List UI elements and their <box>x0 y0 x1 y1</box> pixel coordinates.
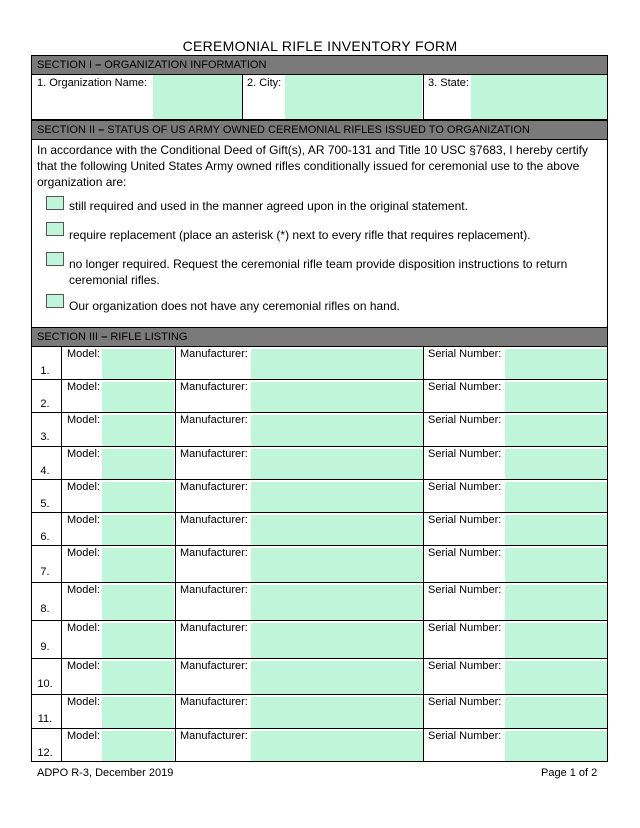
state-label: 3. State: <box>428 77 469 89</box>
manufacturer-label: Manufacturer: <box>180 481 248 493</box>
serial-number-label: Serial Number: <box>428 622 502 634</box>
manufacturer-field[interactable] <box>251 585 423 620</box>
section-3-prefix: SECTION III <box>37 331 99 343</box>
serial-number-field[interactable] <box>505 585 607 620</box>
serial-number-field[interactable] <box>505 382 607 412</box>
manufacturer-label: Manufacturer: <box>180 730 248 742</box>
model-label: Model: <box>67 547 101 559</box>
serial-number-label: Serial Number: <box>428 514 502 526</box>
model-field[interactable] <box>102 548 174 582</box>
row-divider <box>31 379 608 380</box>
manufacturer-label: Manufacturer: <box>180 696 248 708</box>
section-2-header <box>31 120 608 140</box>
row-divider <box>31 694 608 695</box>
section-3-dash: – <box>98 331 111 343</box>
row-divider <box>31 346 608 347</box>
manufacturer-field[interactable] <box>251 382 423 412</box>
manufacturer-field[interactable] <box>251 548 423 582</box>
serial-number-field[interactable] <box>505 349 607 379</box>
serial-number-label: Serial Number: <box>428 660 502 672</box>
model-field[interactable] <box>102 382 174 412</box>
section-2-border-left <box>31 139 32 327</box>
section-3-header <box>31 327 608 347</box>
model-label: Model: <box>67 584 101 596</box>
row-number: 5. <box>40 497 50 510</box>
table-border-right <box>607 327 608 761</box>
manufacturer-label: Manufacturer: <box>180 348 248 360</box>
manufacturer-label: Manufacturer: <box>180 514 248 526</box>
model-field[interactable] <box>102 415 174 446</box>
manufacturer-field[interactable] <box>251 515 423 545</box>
org-name-label: 1. Organization Name: <box>37 77 148 89</box>
row-divider <box>31 582 608 583</box>
row-divider <box>31 512 608 513</box>
model-label: Model: <box>67 448 101 460</box>
serial-number-label: Serial Number: <box>428 381 502 393</box>
divider <box>242 74 243 120</box>
row-divider <box>31 479 608 480</box>
serial-number-field[interactable] <box>505 623 607 658</box>
city-label: 2. City: <box>247 77 282 89</box>
section-2-border-right <box>607 139 608 327</box>
model-label: Model: <box>67 381 101 393</box>
form-title: CEREMONIAL RIFLE INVENTORY FORM <box>182 38 458 54</box>
model-label: Model: <box>67 696 101 708</box>
status-checkbox-not-required[interactable] <box>46 252 64 266</box>
manufacturer-field[interactable] <box>251 697 423 728</box>
manufacturer-label: Manufacturer: <box>180 622 248 634</box>
manufacturer-field[interactable] <box>251 449 423 479</box>
serial-number-label: Serial Number: <box>428 414 502 426</box>
section-2-dash: – <box>95 124 108 136</box>
serial-number-label: Serial Number: <box>428 696 502 708</box>
manufacturer-label: Manufacturer: <box>180 660 248 672</box>
manufacturer-label: Manufacturer: <box>180 381 248 393</box>
model-label: Model: <box>67 730 101 742</box>
serial-number-label: Serial Number: <box>428 348 502 360</box>
table-column-line <box>423 346 424 761</box>
section-1-title: ORGANIZATION INFORMATION <box>104 59 267 71</box>
section-2-title: STATUS OF US ARMY OWNED CEREMONIAL RIFLES ISSUED TO ORGANIZATION <box>107 124 530 136</box>
row-divider <box>31 412 608 413</box>
section-3-title: RIFLE LISTING <box>110 331 188 343</box>
model-field[interactable] <box>102 515 174 545</box>
serial-number-field[interactable] <box>505 449 607 479</box>
model-field[interactable] <box>102 449 174 479</box>
status-checkbox-replacement[interactable] <box>46 222 64 236</box>
row-number: 10. <box>37 678 53 690</box>
manufacturer-field[interactable] <box>251 623 423 658</box>
serial-number-field[interactable] <box>505 482 607 512</box>
model-field[interactable] <box>102 623 174 658</box>
model-label: Model: <box>67 348 101 360</box>
manufacturer-field[interactable] <box>251 349 423 379</box>
serial-number-label: Serial Number: <box>428 481 502 493</box>
manufacturer-field[interactable] <box>251 415 423 446</box>
table-border-bottom <box>31 761 608 762</box>
status-option-none-on-hand: Our organization does not have any ceremonial rifles on hand. <box>69 299 400 313</box>
section-1-prefix: SECTION I <box>37 59 93 71</box>
page-number: Page 1 of 2 <box>541 767 598 779</box>
row-divider <box>31 620 608 621</box>
section-1-dash: – <box>92 59 105 71</box>
serial-number-field[interactable] <box>505 415 607 446</box>
row-number: 3. <box>40 431 50 443</box>
section-1-header <box>31 55 608 75</box>
model-label: Model: <box>67 660 101 672</box>
row-divider <box>31 545 608 546</box>
state-field[interactable] <box>471 75 607 119</box>
model-field[interactable] <box>102 349 174 379</box>
city-field[interactable] <box>285 75 422 119</box>
manufacturer-label: Manufacturer: <box>180 414 248 426</box>
model-field[interactable] <box>102 585 174 620</box>
serial-number-field[interactable] <box>505 661 607 694</box>
serial-number-label: Serial Number: <box>428 584 502 596</box>
manufacturer-label: Manufacturer: <box>180 547 248 559</box>
row-number: 12. <box>37 746 53 759</box>
row-number: 9. <box>40 641 50 653</box>
serial-number-label: Serial Number: <box>428 547 502 559</box>
table-border-left <box>31 346 32 761</box>
serial-number-field[interactable] <box>505 548 607 582</box>
model-label: Model: <box>67 414 101 426</box>
status-option-not-required: no longer required. Request the ceremonial rifle team provide disposition instructions to return ceremonial rifles. <box>69 257 568 287</box>
serial-number-label: Serial Number: <box>428 448 502 460</box>
row-divider <box>31 728 608 729</box>
row-number: 8. <box>40 603 50 615</box>
manufacturer-field[interactable] <box>251 731 423 761</box>
serial-number-field[interactable] <box>505 697 607 728</box>
manufacturer-label: Manufacturer: <box>180 584 248 596</box>
row-divider <box>31 446 608 447</box>
form-id: ADPO R-3, December 2019 <box>37 767 174 779</box>
model-field[interactable] <box>102 731 174 761</box>
row-number: 2. <box>40 397 50 410</box>
row-number: 4. <box>40 464 50 477</box>
manufacturer-field[interactable] <box>251 482 423 512</box>
status-option-required: still required and used in the manner agreed upon in the original statement. <box>69 199 468 213</box>
row-number: 6. <box>40 530 50 543</box>
manufacturer-field[interactable] <box>251 661 423 694</box>
model-label: Model: <box>67 622 101 634</box>
table-column-line <box>175 346 176 761</box>
serial-number-label: Serial Number: <box>428 730 502 742</box>
status-option-replacement: require replacement (place an asterisk (*) next to every rifle that requires replacement). <box>69 228 531 242</box>
org-name-field[interactable] <box>153 75 242 119</box>
row-divider <box>31 658 608 659</box>
model-label: Model: <box>67 481 101 493</box>
section-2-prefix: SECTION II <box>37 124 96 136</box>
model-field[interactable] <box>102 661 174 694</box>
divider <box>423 74 424 120</box>
serial-number-field[interactable] <box>505 515 607 545</box>
status-checkbox-required[interactable] <box>46 196 64 210</box>
manufacturer-label: Manufacturer: <box>180 448 248 460</box>
row-number: 11. <box>37 713 53 725</box>
model-field[interactable] <box>102 482 174 512</box>
status-checkbox-none-on-hand[interactable] <box>46 294 64 308</box>
model-field[interactable] <box>102 697 174 728</box>
table-column-line <box>61 346 62 761</box>
row-number: 7. <box>40 565 50 578</box>
model-label: Model: <box>67 514 101 526</box>
serial-number-field[interactable] <box>505 731 607 761</box>
row-number: 1. <box>40 364 50 377</box>
certification-paragraph: In accordance with the Conditional Deed of Gift(s), AR 700-131 and Title 10 USC §7683, I hereby certify that the following United States Army owned rifles conditionally issued for ceremonial use to the above organization are: <box>37 143 588 189</box>
